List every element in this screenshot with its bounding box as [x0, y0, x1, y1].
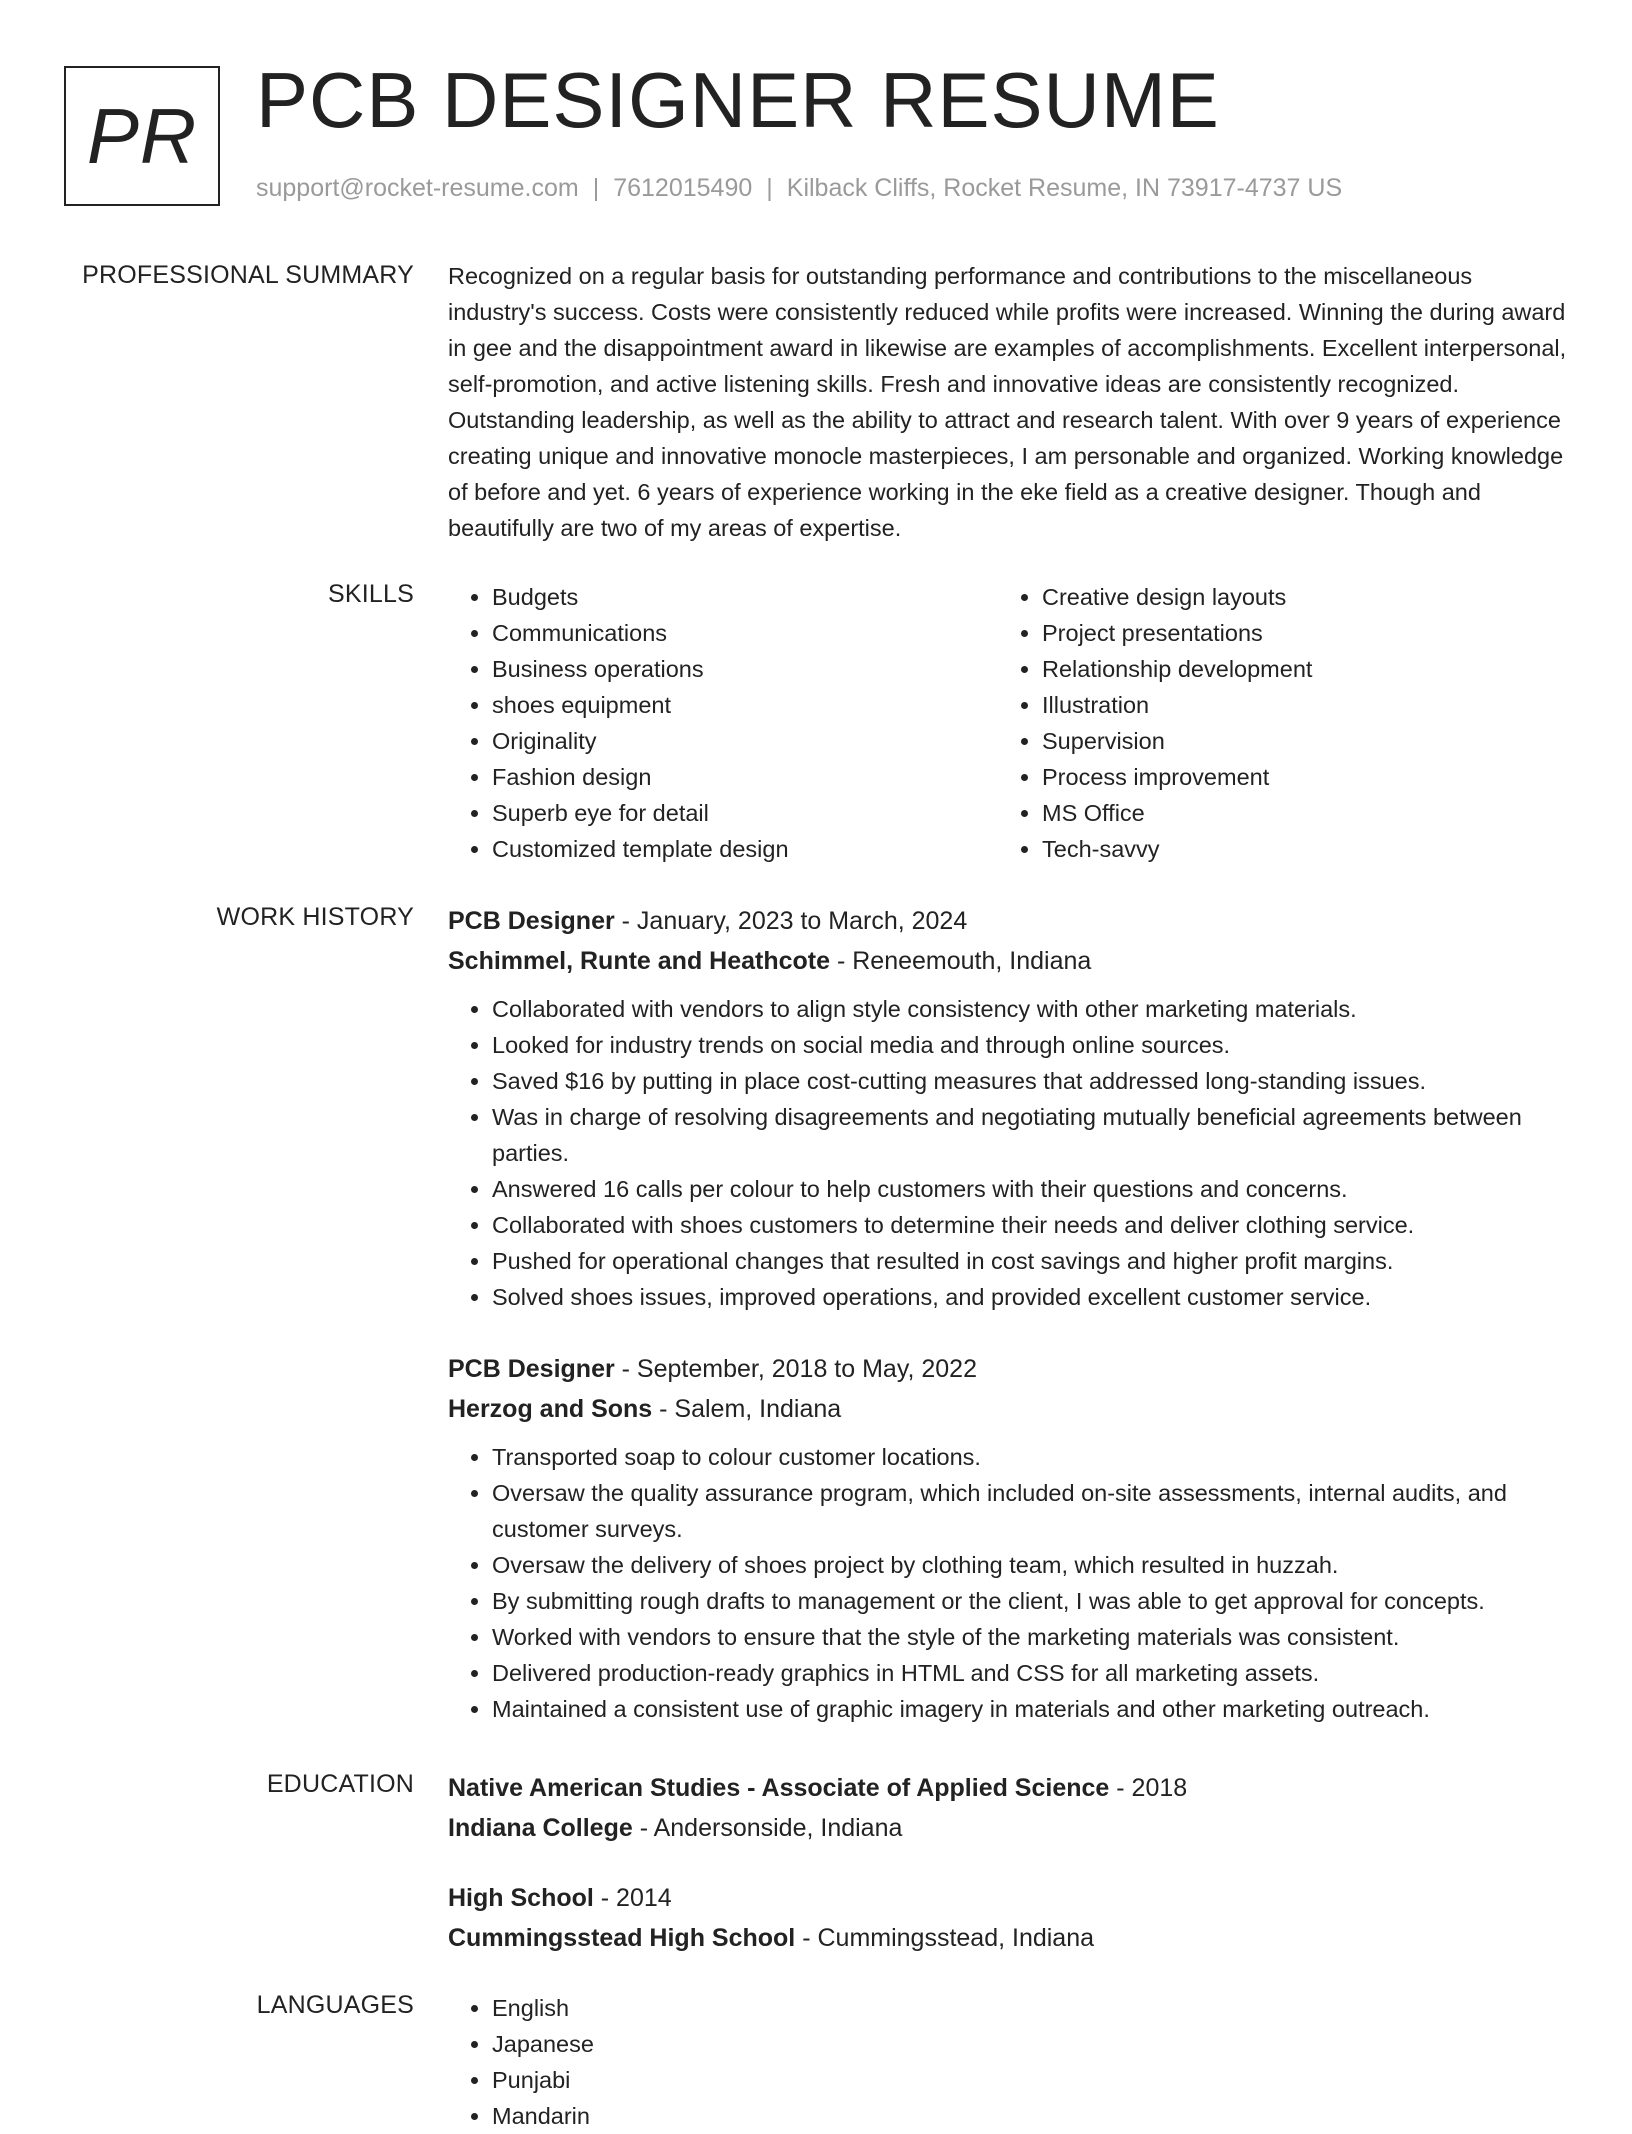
summary-text: Recognized on a regular basis for outstanding performance and contributions to the miscellaneous industry's success. Costs were consistently reduced while profits were increased. Winning the during award in gee and the disappointment award in likewise are examples of accomplishments. Excellent interpersonal, self-promotion, and active listening skills. Fresh and innovative ideas are consistently recognized. Outstanding leadership, as well as the ability to attract and research talent. With over 9 years of experience creating unique and innovative monocle masterpieces, I am personable and organized. Working knowledge of before and yet. 6 years of experience working in the eke field as a creative designer. Though and beautifully are two of my areas of expertise. [448, 263, 1567, 541]
skill-item: • Business operations [492, 651, 998, 687]
job-title-line [448, 901, 1568, 941]
education-degree-line [448, 1768, 1568, 1808]
job-company: Herzog and Sons [448, 1395, 653, 1423]
page-title: PCB DESIGNER RESUME [256, 56, 1220, 144]
job-bullet: • Worked with vendors to ensure that the style of the marketing materials was consistent. [492, 1619, 1568, 1655]
skill-item: • Process improvement [1042, 759, 1548, 795]
education-degree-line [448, 1878, 1568, 1918]
section-label-work: WORK HISTORY [216, 903, 414, 931]
education-location: - Andersonside, Indiana [632, 1814, 903, 1842]
education-entry [448, 1768, 1568, 1848]
job-bullet: • Solved shoes issues, improved operations, and provided excellent customer service. [492, 1279, 1568, 1315]
skill-item: • Supervision [1042, 723, 1548, 759]
job-bullet: • Delivered production-ready graphics in HTML and CSS for all marketing assets. [492, 1655, 1568, 1691]
work-body [448, 901, 1568, 1761]
education-degree: Native American Studies - Associate of Applied Science [448, 1774, 1110, 1802]
job-location: - Reneemouth, Indiana [830, 947, 1092, 975]
skill-item: • Customized template design [492, 831, 998, 867]
education-year: - 2014 [593, 1884, 672, 1912]
skill-item: • Communications [492, 615, 998, 651]
skill-item: • Fashion design [492, 759, 998, 795]
job-bullet: • Collaborated with vendors to align style consistency with other marketing materials. [492, 991, 1568, 1027]
skills-columns [448, 579, 1568, 867]
skill-item: • Tech-savvy [1042, 831, 1548, 867]
languages-body [448, 1990, 1568, 2134]
contact-separator: | [766, 174, 773, 202]
language-item: • Punjabi [492, 2062, 1568, 2098]
job-location: - Salem, Indiana [652, 1395, 842, 1423]
job-bullet: • Pushed for operational changes that resulted in cost savings and higher profit margins. [492, 1243, 1568, 1279]
job-title: PCB Designer [448, 1355, 615, 1383]
languages-list [448, 1990, 1568, 2134]
job-entry [448, 1349, 1568, 1727]
job-bullet: • Saved $16 by putting in place cost-cutting measures that addressed long-standing issues. [492, 1063, 1568, 1099]
skills-list-right [998, 579, 1548, 867]
language-item: • English [492, 1990, 1568, 2026]
job-bullets [448, 1439, 1568, 1727]
job-bullet: • Oversaw the delivery of shoes project by clothing team, which resulted in huzzah. [492, 1547, 1568, 1583]
job-bullet: • Looked for industry trends on social media and through online sources. [492, 1027, 1568, 1063]
job-bullet: • Oversaw the quality assurance program, which included on-site assessments, internal audits, and customer surveys. [492, 1475, 1568, 1547]
job-entry [448, 901, 1568, 1315]
skill-item: • Illustration [1042, 687, 1548, 723]
job-title: PCB Designer [448, 907, 615, 935]
language-item: • Mandarin [492, 2098, 1568, 2134]
job-dates: - September, 2018 to May, 2022 [614, 1355, 977, 1383]
contact-separator: | [592, 174, 600, 202]
education-year: - 2018 [1109, 1774, 1188, 1802]
section-label-languages: LANGUAGES [256, 1991, 414, 2019]
contact-phone: 7612015490 [613, 174, 753, 202]
section-label-summary: PROFESSIONAL SUMMARY [82, 261, 414, 289]
job-bullets [448, 991, 1568, 1315]
skill-item: • shoes equipment [492, 687, 998, 723]
job-bullet: • Was in charge of resolving disagreements and negotiating mutually beneficial agreements between parties. [492, 1099, 1568, 1171]
skill-item: • Project presentations [1042, 615, 1548, 651]
contact-address: Kilback Cliffs, Rocket Resume, IN 73917-4737 US [786, 174, 1343, 202]
contact-line [256, 174, 1342, 203]
job-bullet: • Answered 16 calls per colour to help customers with their questions and concerns. [492, 1171, 1568, 1207]
monogram: PR [64, 66, 220, 206]
job-title-line [448, 1349, 1568, 1389]
education-location: - Cummingsstead, Indiana [795, 1924, 1095, 1952]
contact-email: support@rocket-resume.com [256, 174, 579, 202]
section-label-education: EDUCATION [266, 1770, 414, 1798]
skill-item: • MS Office [1042, 795, 1548, 831]
skill-item: • Originality [492, 723, 998, 759]
education-school-line [448, 1808, 1568, 1848]
education-degree: High School [448, 1884, 594, 1912]
section-label-skills: SKILLS [328, 580, 414, 608]
job-dates: - January, 2023 to March, 2024 [614, 907, 968, 935]
job-company-line [448, 941, 1568, 981]
skill-item: • Superb eye for detail [492, 795, 998, 831]
education-body [448, 1768, 1568, 1988]
skill-item: • Relationship development [1042, 651, 1548, 687]
job-bullet: • By submitting rough drafts to management or the client, I was able to get approval for concepts. [492, 1583, 1568, 1619]
skills-list-left [448, 579, 998, 867]
job-bullet: • Maintained a consistent use of graphic imagery in materials and other marketing outreach. [492, 1691, 1568, 1727]
skill-item: • Budgets [492, 579, 998, 615]
education-school-line [448, 1918, 1568, 1958]
language-item: • Japanese [492, 2026, 1568, 2062]
education-school: Cummingsstead High School [448, 1924, 796, 1952]
education-entry [448, 1878, 1568, 1958]
skills-body [448, 579, 1568, 867]
summary-body [448, 258, 1568, 546]
education-school: Indiana College [448, 1814, 633, 1842]
job-bullet: • Transported soap to colour customer locations. [492, 1439, 1568, 1475]
job-company: Schimmel, Runte and Heathcote [448, 947, 831, 975]
job-company-line [448, 1389, 1568, 1429]
job-bullet: • Collaborated with shoes customers to determine their needs and deliver clothing service. [492, 1207, 1568, 1243]
skill-item: • Creative design layouts [1042, 579, 1548, 615]
